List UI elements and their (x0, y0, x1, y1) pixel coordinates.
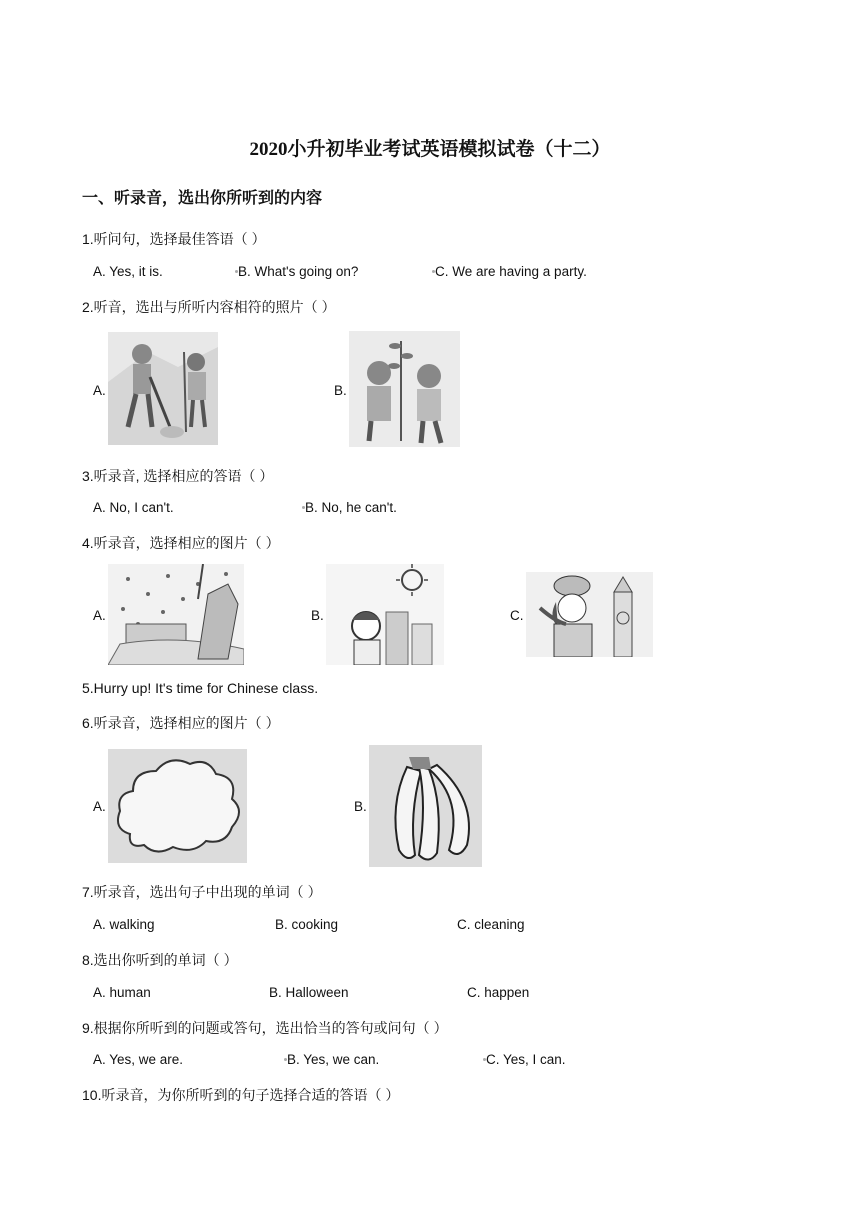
question-10: 10.听录音，为你所听到的句子选择合适的答语（ ） (82, 1087, 400, 1103)
q1-option-a[interactable]: A. Yes, it is. (93, 264, 163, 279)
q3-option-a[interactable]: A. No, I can't. (93, 500, 174, 515)
q6-label-b: B. (354, 799, 367, 814)
section-heading: 一、听录音，选出你所听到的内容 (82, 190, 323, 207)
q4-label-c: C. (510, 608, 524, 623)
sunny-city-boy-image[interactable] (326, 564, 444, 665)
question-9: 9.根据你所听到的问题或答句，选出恰当的答句或问句（ ） (82, 1020, 448, 1036)
question-8: 8.选出你听到的单词（ ） (82, 952, 238, 968)
bananas-image[interactable] (369, 745, 482, 867)
q9-option-a[interactable]: A. Yes, we are. (93, 1052, 184, 1067)
watering-tree-girls-image[interactable] (349, 331, 460, 447)
q9-option-b[interactable]: B. Yes, we can. (287, 1052, 380, 1067)
q7-option-a[interactable]: A. walking (93, 917, 155, 932)
q3-option-b[interactable]: B. No, he can't. (305, 500, 397, 515)
q7-option-b[interactable]: B. cooking (275, 917, 339, 932)
q2-label-a: A. (93, 383, 106, 398)
question-4: 4.听录音，选择相应的图片（ ） (82, 535, 280, 551)
cloud-image[interactable] (108, 749, 247, 863)
question-2: 2.听音，选出与所听内容相符的照片（ ） (82, 299, 336, 315)
q8-option-c[interactable]: C. happen (467, 985, 530, 1000)
cold-weather-girl-image[interactable] (526, 572, 653, 657)
question-1: 1.听问句，选择最佳答语（ ） (82, 231, 266, 247)
q1-option-b[interactable]: B. What's going on? (238, 264, 359, 279)
question-7: 7.听录音，选出句子中出现的单词（ ） (82, 884, 322, 900)
q8-option-b[interactable]: B. Halloween (269, 985, 349, 1000)
q6-label-a: A. (93, 799, 106, 814)
question-6: 6.听录音，选择相应的图片（ ） (82, 715, 280, 731)
q1-option-c[interactable]: C. We are having a party. (435, 264, 587, 279)
q4-label-a: A. (93, 608, 106, 623)
snowy-winter-image[interactable] (108, 564, 244, 665)
q9-option-c[interactable]: C. Yes, I can. (486, 1052, 566, 1067)
q7-option-c[interactable]: C. cleaning (457, 917, 525, 932)
q2-label-b: B. (334, 383, 347, 398)
question-3: 3.听录音, 选择相应的答语（ ） (82, 468, 274, 484)
page-title: 2020小升初毕业考试英语模拟试卷（十二） (249, 139, 611, 160)
q8-option-a[interactable]: A. human (93, 985, 151, 1000)
question-5: 5.Hurry up! It's time for Chinese class. (82, 680, 319, 696)
planting-tree-boy-girl-image[interactable] (108, 332, 218, 445)
q4-label-b: B. (311, 608, 324, 623)
